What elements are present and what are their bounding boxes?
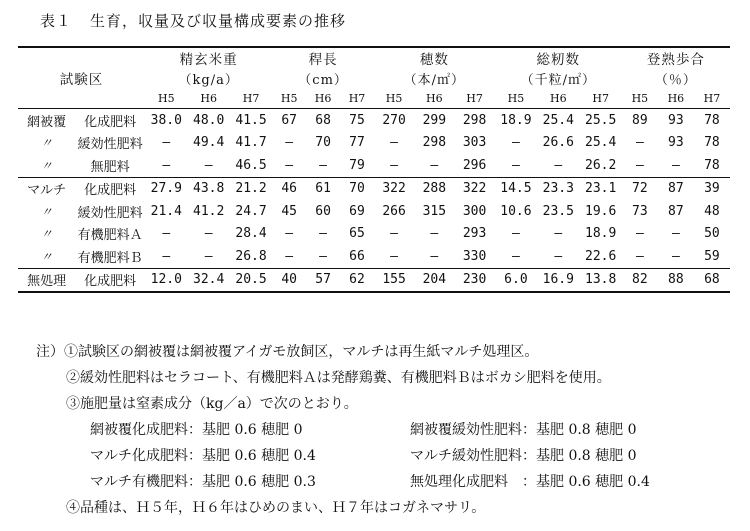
- table-cell: 296: [462, 157, 487, 173]
- row-fertilizer: 緩効性肥料: [77, 205, 143, 221]
- header-row-years: [18, 88, 730, 109]
- table-cell: 49.4: [193, 135, 225, 151]
- table-cell: 70: [340, 177, 374, 200]
- header-group-unit: （本/㎡）: [403, 72, 466, 88]
- table-cell: 66: [349, 248, 365, 264]
- table-cell: 61: [306, 177, 340, 200]
- table-cell: 12.0: [145, 268, 187, 292]
- table-cell: 75: [349, 112, 365, 128]
- table-cell: 38.0: [150, 112, 182, 128]
- header-year: H7: [454, 88, 494, 109]
- table-cell: —: [162, 248, 171, 264]
- header-year: H5: [272, 88, 306, 109]
- header-spacer: [18, 88, 145, 109]
- table-cell: 67: [281, 112, 298, 128]
- table-cell: 79: [349, 157, 365, 173]
- table-cell: 48.0: [193, 112, 225, 128]
- table-row: [18, 223, 730, 246]
- table-cell: 93: [668, 135, 684, 151]
- table-cell: 78: [704, 135, 720, 151]
- row-group: 〃: [40, 158, 53, 173]
- table-cell: 25.4: [585, 135, 617, 151]
- table-cell: —: [162, 226, 171, 242]
- table-cell: 69: [349, 203, 365, 219]
- table-cell: 322: [454, 177, 494, 200]
- table-cell: 78: [704, 112, 720, 128]
- table-cell: —: [512, 248, 520, 264]
- row-group: 〃: [40, 227, 53, 242]
- fertilizer-rate: 網被覆化成肥料：基肥 0.6 穂肥 0: [90, 422, 303, 438]
- row-fertilizer: 緩効性肥料: [77, 137, 143, 153]
- table-cell: 299: [422, 112, 447, 128]
- table-row: [18, 109, 730, 132]
- table-cell: 298: [422, 135, 447, 151]
- table-cell: —: [390, 157, 398, 173]
- row-fertilizer: 化成肥料: [75, 177, 145, 200]
- table-cell: 204: [414, 268, 454, 292]
- notes-block: [36, 339, 736, 521]
- table-cell: 25.4: [542, 112, 574, 128]
- table-cell: 20.5: [230, 268, 272, 292]
- table-cell: 230: [454, 268, 494, 292]
- table-cell: —: [554, 226, 563, 242]
- fertilizer-rates-row: [36, 417, 736, 443]
- data-table: [18, 46, 730, 293]
- row-group: 無処理: [18, 268, 75, 292]
- table-cell: 22.6: [585, 248, 617, 264]
- table-title: 生育，収量及び収量構成要素の推移: [90, 12, 347, 30]
- table-cell: 82: [622, 268, 658, 292]
- table-cell: 13.8: [579, 268, 621, 292]
- table-cell: 24.7: [235, 203, 267, 219]
- table-cell: 18.9: [585, 226, 617, 242]
- header-year: H5: [374, 88, 414, 109]
- table-cell: 68: [694, 268, 730, 292]
- table-cell: 87: [668, 203, 684, 219]
- table-body: [18, 109, 730, 293]
- fertilizer-rate: 網被覆緩効性肥料：基肥 0.8 穂肥 0: [410, 422, 637, 438]
- header-year: H7: [694, 88, 730, 109]
- row-fertilizer: 無肥料: [90, 159, 130, 175]
- table-cell: 40: [272, 268, 306, 292]
- table-cell: 25.5: [585, 112, 617, 128]
- header-year: H7: [579, 88, 621, 109]
- header-group-name: 登熟歩合: [622, 47, 730, 68]
- table-cell: —: [635, 226, 644, 242]
- table-cell: —: [430, 226, 439, 242]
- table-cell: 88: [658, 268, 694, 292]
- table-cell: 41.5: [235, 112, 267, 128]
- table-cell: —: [671, 248, 680, 264]
- table-cell: 72: [622, 177, 658, 200]
- table-cell: —: [285, 135, 294, 151]
- note-2: ②緩効性肥料はセラコート、有機肥料Ａは発酵鶏糞、有機肥料Ｂはボカシ肥料を使用。: [66, 370, 611, 386]
- table-cell: —: [319, 157, 327, 173]
- table-cell: 89: [632, 112, 648, 128]
- table-cell: 59: [704, 248, 720, 264]
- table-cell: 50: [704, 226, 720, 242]
- table-cell: 57: [306, 268, 340, 292]
- header-group-name: 総籾数: [495, 47, 622, 68]
- fertilizer-rate: マルチ化成肥料：基肥 0.6 穂肥 0.4: [90, 448, 316, 464]
- table-cell: —: [285, 248, 294, 264]
- header-group-name: 精玄米重: [145, 47, 272, 68]
- note-3: ③施肥量は窒素成分（kg／a）で次のとおり。: [66, 396, 358, 412]
- table-cell: —: [554, 157, 563, 173]
- header-year: H6: [414, 88, 454, 109]
- header-row-names: [18, 47, 730, 68]
- table-number: 表１: [40, 12, 73, 30]
- table-cell: 300: [462, 203, 487, 219]
- table-cell: —: [635, 248, 644, 264]
- table-cell: 78: [704, 157, 720, 173]
- table-cell: 322: [374, 177, 414, 200]
- table-cell: 26.2: [585, 157, 617, 173]
- table-cell: —: [319, 226, 327, 242]
- table-cell: 6.0: [495, 268, 537, 292]
- table-cell: 23.1: [579, 177, 621, 200]
- table-cell: 14.5: [495, 177, 537, 200]
- table-cell: 303: [462, 135, 487, 151]
- header-year: H6: [537, 88, 579, 109]
- table-cell: 288: [414, 177, 454, 200]
- header-group-unit: （cm）: [298, 72, 348, 88]
- header-group-unit: （％）: [654, 72, 697, 88]
- fertilizer-rates-row: [36, 469, 736, 495]
- table-cell: 293: [462, 226, 487, 242]
- table-cell: 39: [694, 177, 730, 200]
- row-fertilizer: 有機肥料Ａ: [77, 228, 143, 244]
- table-cell: 298: [462, 112, 487, 128]
- row-group: 網被覆: [27, 114, 67, 130]
- table-cell: 70: [315, 135, 331, 151]
- table-cell: —: [512, 135, 520, 151]
- table-cell: —: [512, 157, 520, 173]
- table-row: [18, 154, 730, 177]
- table-row: [18, 200, 730, 223]
- table-cell: 315: [422, 203, 447, 219]
- table-cell: 270: [382, 112, 406, 128]
- row-group: 〃: [40, 136, 53, 151]
- table-cell: 18.9: [500, 112, 532, 128]
- table-cell: —: [671, 157, 680, 173]
- table-cell: —: [635, 157, 644, 173]
- header-year: H7: [340, 88, 374, 109]
- table-cell: 266: [382, 203, 406, 219]
- table-cell: —: [204, 226, 213, 242]
- table-row: [18, 132, 730, 155]
- note-4: ④品種は、Ｈ５年，Ｈ６年はひめのまい、Ｈ７年はコガネマサリ。: [66, 500, 486, 516]
- table-cell: 330: [462, 248, 487, 264]
- table-cell: 23.3: [537, 177, 579, 200]
- table-cell: 48: [704, 203, 720, 219]
- table-cell: 10.6: [500, 203, 532, 219]
- table-cell: 21.2: [230, 177, 272, 200]
- row-group: 〃: [40, 249, 53, 264]
- table-cell: 27.9: [145, 177, 187, 200]
- header-group-unit: （千粒/㎡）: [520, 72, 596, 88]
- table-row: [18, 245, 730, 268]
- row-group: マルチ: [18, 177, 75, 200]
- table-cell: —: [390, 226, 398, 242]
- table-cell: —: [319, 248, 327, 264]
- row-fertilizer: 化成肥料: [84, 114, 137, 130]
- table-cell: 77: [349, 135, 365, 151]
- table-cell: 46.5: [235, 157, 267, 173]
- table-cell: —: [162, 135, 171, 151]
- table-cell: 16.9: [537, 268, 579, 292]
- table-cell: 21.4: [150, 203, 182, 219]
- table-cell: —: [390, 135, 398, 151]
- table-cell: 19.6: [585, 203, 617, 219]
- header-group-unit: （kg/a）: [178, 72, 239, 88]
- fertilizer-rate: 無処理化成肥料 ：基肥 0.6 穂肥 0.4: [410, 474, 650, 490]
- table-row: [18, 268, 730, 292]
- table-row: [18, 177, 730, 200]
- table-cell: —: [635, 135, 644, 151]
- table-cell: 155: [374, 268, 414, 292]
- header-group-name: 穂数: [374, 47, 495, 68]
- note-1: 注）①試験区の網被覆は網被覆アイガモ放飼区，マルチは再生紙マルチ処理区。: [36, 344, 539, 360]
- table-cell: —: [671, 226, 680, 242]
- table-cell: 65: [349, 226, 365, 242]
- table-cell: 68: [315, 112, 331, 128]
- table-cell: —: [285, 157, 294, 173]
- header-year: H6: [187, 88, 229, 109]
- table-caption: [40, 10, 364, 31]
- table-cell: 23.5: [542, 203, 574, 219]
- header-year: H5: [145, 88, 187, 109]
- table-cell: 45: [281, 203, 298, 219]
- row-fertilizer: 有機肥料Ｂ: [77, 250, 143, 266]
- fertilizer-rates-row: [36, 443, 736, 469]
- table-cell: 93: [668, 112, 684, 128]
- table-cell: 32.4: [187, 268, 229, 292]
- header-year: H5: [622, 88, 658, 109]
- fertilizer-rate: マルチ有機肥料：基肥 0.6 穂肥 0.3: [90, 474, 316, 490]
- table-cell: 87: [658, 177, 694, 200]
- table-cell: 43.8: [187, 177, 229, 200]
- table-cell: 73: [632, 203, 648, 219]
- header-year: H6: [306, 88, 340, 109]
- row-group: 〃: [40, 204, 53, 219]
- table-cell: —: [204, 248, 213, 264]
- table-cell: 26.8: [235, 248, 267, 264]
- header-area: 試験区: [18, 47, 145, 88]
- header-year: H5: [495, 88, 537, 109]
- table-cell: 41.7: [235, 135, 267, 151]
- table-cell: 46: [272, 177, 306, 200]
- table-cell: 26.6: [542, 135, 574, 151]
- header-year: H7: [230, 88, 272, 109]
- table-cell: —: [512, 226, 520, 242]
- table-cell: 41.2: [193, 203, 225, 219]
- table-cell: —: [390, 248, 398, 264]
- table-cell: —: [204, 157, 213, 173]
- table-cell: 28.4: [235, 226, 267, 242]
- table-cell: —: [430, 157, 439, 173]
- table-cell: —: [554, 248, 563, 264]
- table-cell: 62: [340, 268, 374, 292]
- table-cell: —: [162, 157, 171, 173]
- row-fertilizer: 化成肥料: [75, 268, 145, 292]
- table-cell: 60: [315, 203, 331, 219]
- table-cell: —: [285, 226, 294, 242]
- table-cell: —: [430, 248, 439, 264]
- header-year: H6: [658, 88, 694, 109]
- fertilizer-rate: マルチ緩効性肥料：基肥 0.8 穂肥 0: [410, 448, 637, 464]
- header-group-name: 稈長: [272, 47, 374, 68]
